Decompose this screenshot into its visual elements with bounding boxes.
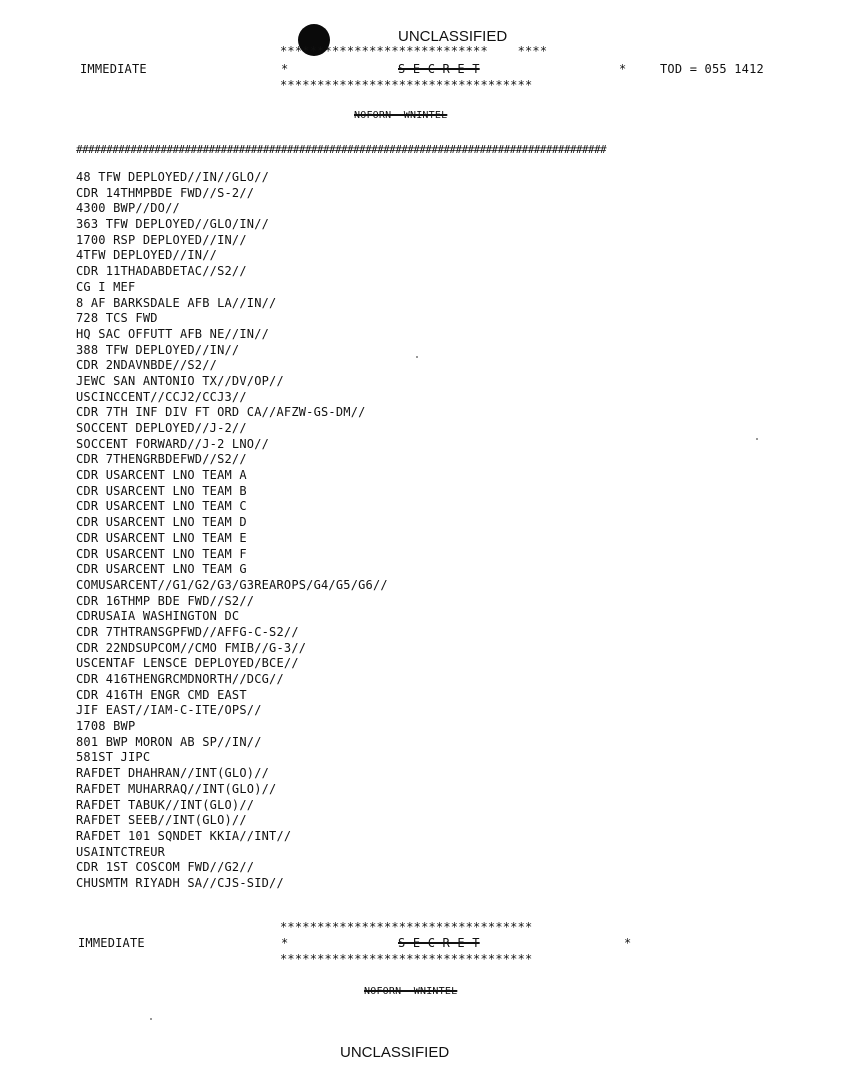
addressee-line: USCENTAF LENSCE DEPLOYED/BCE//	[76, 656, 299, 671]
tod-label: TOD = 055 1412	[660, 62, 764, 76]
addressee-line: CDR USARCENT LNO TEAM A	[76, 468, 247, 483]
addressee-line: RAFDET SEEB//INT(GLO)//	[76, 813, 247, 828]
addressee-line: SOCCENT DEPLOYED//J-2//	[76, 421, 247, 435]
addressee-line: RAFDET 101 SQNDET KKIA//INT//	[76, 828, 292, 843]
addressee-line: CDR 7THTRANSGPFWD//AFFG-C-S2//	[76, 624, 299, 639]
addressee-line: JEWC SAN ANTONIO TX//DV/OP//	[76, 373, 284, 388]
separator-line: ########################################################################################	[76, 143, 606, 156]
addressee-line: CDR 416TH ENGR CMD EAST	[76, 687, 247, 702]
addressee-line: RAFDET DHAHRAN//INT(GLO)//	[76, 766, 270, 781]
classification-bottom: UNCLASSIFIED	[340, 1044, 450, 1061]
addressee-line: CDR 416THENGRCMDNORTH//DCG//	[76, 672, 284, 686]
classification-top: UNCLASSIFIED	[398, 28, 508, 45]
addressee-line: USAINTCTREUR	[76, 844, 166, 859]
addressee-line: CDR 11THADABDETAC//S2//	[76, 264, 247, 279]
addressee-line: CDR 7TH INF DIV FT ORD CA//AFZW-GS-DM//	[76, 405, 366, 420]
addressee-line: HQ SAC OFFUTT AFB NE//IN//	[76, 326, 270, 341]
addressee-line: CDR USARCENT LNO TEAM C	[76, 499, 247, 514]
addressee-line: 363 TFW DEPLOYED//GLO/IN//	[76, 217, 270, 232]
addressee-line: CG I MEF	[76, 279, 136, 294]
addressee-line: 48 TFW DEPLOYED//IN//GLO//	[76, 170, 270, 184]
addressee-line: CDR 2NDAVNBDE//S2//	[76, 358, 218, 373]
addressee-list	[76, 170, 388, 892]
addressee-line: USCINCCENT//CCJ2/CCJ3//	[76, 389, 247, 404]
precedence-label: IMMEDIATE	[80, 62, 147, 76]
footer-secret-marking: S E C R E T	[398, 936, 480, 950]
addressee-line: CDR USARCENT LNO TEAM D	[76, 515, 247, 530]
header-border-bottom: **********************************	[280, 78, 533, 92]
scan-speck	[150, 1018, 152, 1020]
addressee-line: 8 AF BARKSDALE AFB LA//IN//	[76, 295, 277, 310]
addressee-line: CDR 7THENGRBDEFWD//S2//	[76, 452, 247, 467]
addressee-line: CDR USARCENT LNO TEAM B	[76, 483, 247, 498]
addressee-line: 4300 BWP//DO//	[76, 201, 180, 216]
scan-speck	[756, 438, 758, 440]
addressee-line: 728 TCS FWD	[76, 311, 158, 326]
footer-precedence: IMMEDIATE	[78, 936, 145, 950]
caveat-bottom: NOFORN WNINTEL	[364, 986, 458, 997]
addressee-line: CDR 14THMPBDE FWD//S-2//	[76, 185, 255, 200]
addressee-line: JIF EAST//IAM-C-ITE/OPS//	[76, 703, 262, 718]
addressee-line: 801 BWP MORON AB SP//IN//	[76, 734, 262, 749]
footer-border-left: *	[281, 936, 289, 950]
addressee-line: 4TFW DEPLOYED//IN//	[76, 248, 218, 263]
addressee-line: 388 TFW DEPLOYED//IN//	[76, 342, 240, 357]
footer-border-bottom: **********************************	[280, 952, 533, 966]
addressee-line: RAFDET MUHARRAQ//INT(GLO)//	[76, 781, 277, 796]
header-border-left: *	[281, 62, 289, 76]
addressee-line: CDR USARCENT LNO TEAM G	[76, 562, 247, 577]
addressee-line: RAFDET TABUK//INT(GLO)//	[76, 797, 255, 812]
addressee-line: 581ST JIPC	[76, 750, 151, 765]
addressee-line: CDR USARCENT LNO TEAM F	[76, 546, 247, 561]
header-border-right: *	[619, 62, 627, 76]
footer-border-right: *	[624, 936, 632, 950]
scan-speck	[416, 356, 418, 358]
addressee-line: CDRUSAIA WASHINGTON DC	[76, 609, 240, 624]
addressee-line: 1700 RSP DEPLOYED//IN//	[76, 232, 247, 247]
addressee-line: CDR 16THMP BDE FWD//S2//	[76, 593, 255, 608]
footer-border-top: **********************************	[280, 920, 533, 934]
addressee-line: SOCCENT FORWARD//J-2 LNO//	[76, 436, 270, 451]
addressee-line: CDR 1ST COSCOM FWD//G2//	[76, 860, 255, 875]
addressee-line: COMUSARCENT//G1/G2/G3/G3REAROPS/G4/G5/G6//	[76, 577, 388, 592]
secret-marking: S E C R E T	[398, 62, 480, 76]
caveat-top: NOFORN WNINTEL	[354, 110, 448, 121]
header-border-top: **************************** ****	[280, 44, 548, 58]
addressee-line: 1708 BWP	[76, 719, 136, 734]
addressee-line: CDR USARCENT LNO TEAM E	[76, 530, 247, 545]
addressee-line: CDR 22NDSUPCOM//CMO FMIB//G-3//	[76, 640, 307, 655]
addressee-line: CHUSMTM RIYADH SA//CJS-SID//	[76, 875, 284, 890]
